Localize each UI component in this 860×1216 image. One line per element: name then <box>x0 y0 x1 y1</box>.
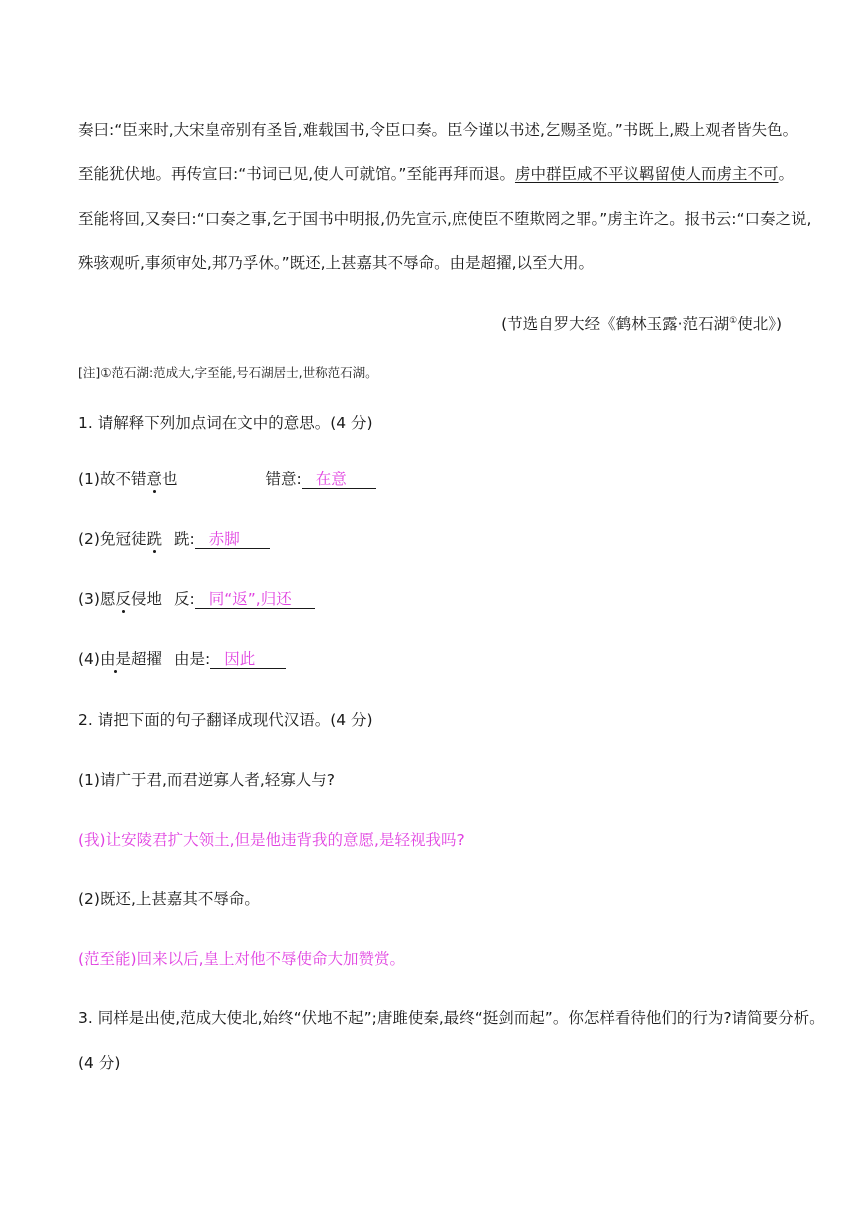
q2-answer-2: (范至能)回来以后,皇上对他不辱使命大加赞赏。 <box>78 950 406 968</box>
source-suffix: 使北》) <box>737 315 782 333</box>
q2-answer-1: (我)让安陵君扩大领土,但是他违背我的意愿,是轻视我吗? <box>78 831 465 849</box>
q1-item-2-label: 跣: <box>173 530 195 548</box>
q1-item-4-dotted: 由是 <box>99 650 131 668</box>
q1-item-3-dotted: 反 <box>115 590 131 608</box>
q1-item-1-dotted: 意 <box>146 470 162 488</box>
q1-item-4-answer: 因此 <box>210 650 286 669</box>
q1-item-1-answer: 在意 <box>302 470 376 489</box>
passage-line-2 <box>78 164 794 184</box>
q1-item-3-pre: (3)愿 <box>78 590 116 608</box>
q1-item-3 <box>78 589 315 609</box>
q1-item-4-pre: (4) <box>78 650 100 668</box>
q1-item-2-pre: (2)免冠徒 <box>78 530 147 548</box>
source-citation <box>501 312 782 334</box>
q1-item-2-answer: 赤脚 <box>195 530 270 549</box>
q2-stem: 2. 请把下面的句子翻译成现代汉语。(4 分) <box>78 711 373 729</box>
source-note-mark: ① <box>729 315 738 326</box>
q1-item-4-label: 由是: <box>174 650 211 668</box>
q1-item-4-post: 超擢 <box>130 650 162 668</box>
q1-item-3-label: 反: <box>174 590 195 608</box>
passage-line-4: 殊骇观听,事须审处,邦乃孚休。”既还,上甚嘉其不辱命。由是超擢,以至大用。 <box>78 254 594 272</box>
q1-stem: 1. 请解释下列加点词在文中的意思。(4 分) <box>78 414 373 432</box>
passage-line-2-end: 。 <box>778 165 794 183</box>
passage-line-2-text: 至能犹伏地。再传宣曰:“书词已见,使人可就馆。”至能再拜而退。 <box>78 165 515 183</box>
q1-item-1-pre: (1)故不错 <box>78 470 147 488</box>
q2-sentence-2: (2)既还,上甚嘉其不辱命。 <box>78 890 260 908</box>
passage-line-3: 至能将回,又奏曰:“口奏之事,乞于国书中明报,仍先宣示,庶使臣不堕欺罔之罪。”虏主许之。报书云:“口奏之说, <box>78 210 812 228</box>
footnote: [注]①范石湖:范成大,字至能,号石湖居士,世称范石湖。 <box>78 365 378 380</box>
underlined-sentence: 虏中群臣咸不平议羁留使人而虏主不可 <box>514 165 779 183</box>
passage-line-1: 奏曰:“臣来时,大宋皇帝别有圣旨,难载国书,令臣口奏。臣今谨以书述,乞赐圣览。”书既上,殿上观者皆失色。 <box>78 121 799 139</box>
q1-item-3-post: 侵地 <box>130 590 162 608</box>
q1-item-2-dotted: 跣 <box>146 530 162 548</box>
q3-stem: 3. 同样是出使,范成大使北,始终“伏地不起”;唐雎使秦,最终“挺剑而起”。你怎样看待他们的行为?请简要分析。 <box>78 1009 825 1027</box>
q1-item-4 <box>78 649 286 669</box>
q1-item-3-answer: 同“返”,归还 <box>195 590 315 609</box>
source-prefix: (节选自罗大经《鹤林玉露·范石湖 <box>501 315 730 333</box>
q1-item-1-label: 错意: <box>265 470 302 488</box>
q1-item-2 <box>78 529 270 549</box>
q2-sentence-1: (1)请广于君,而君逆寡人者,轻寡人与? <box>78 771 336 789</box>
q3-score: (4 分) <box>78 1054 121 1072</box>
q1-item-1 <box>78 469 376 489</box>
q1-item-1-post: 也 <box>161 470 178 488</box>
